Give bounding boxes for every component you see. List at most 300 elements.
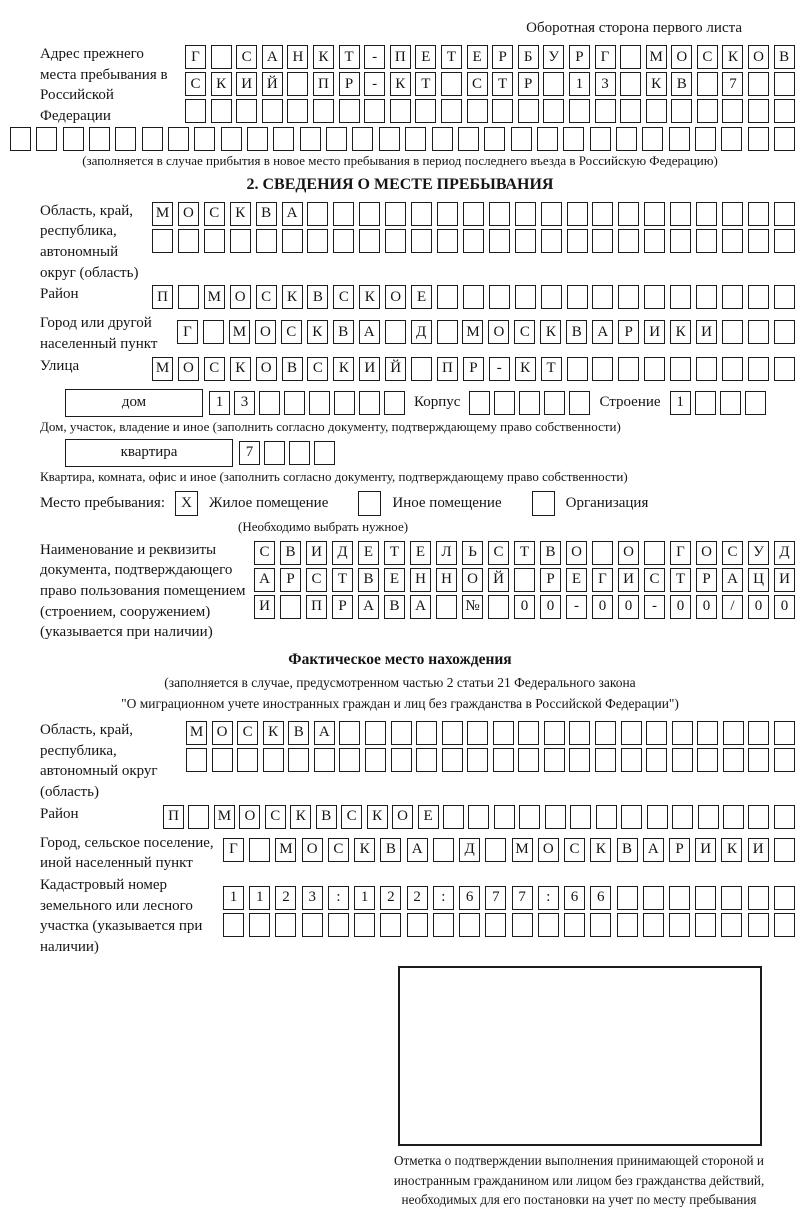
char-cell [262, 99, 283, 123]
other-checkbox [358, 491, 381, 516]
char-cell [592, 229, 613, 253]
char-cell: А [410, 595, 431, 619]
char-cell [774, 838, 795, 862]
char-cell [774, 127, 795, 151]
char-cell [152, 229, 173, 253]
char-cell: С [467, 72, 488, 96]
char-cell [194, 127, 215, 151]
char-cell: 6 [564, 886, 585, 910]
district-label: Район [40, 286, 79, 303]
char-cell [595, 99, 616, 123]
char-cell [723, 748, 744, 772]
char-cell: Р [696, 568, 717, 592]
char-cell: Г [177, 320, 198, 344]
char-cell [672, 805, 693, 829]
char-cell [722, 202, 743, 226]
char-cell [670, 285, 691, 309]
char-cell [748, 357, 769, 381]
char-cell: К [590, 838, 611, 862]
char-cell: А [407, 838, 428, 862]
char-cell [567, 202, 588, 226]
house-note: Дом, участок, владение и иное (заполнить согласно документу, подтверждающему право собственности) [40, 418, 621, 434]
char-cell [646, 721, 667, 745]
char-cell: 0 [696, 595, 717, 619]
char-cell [492, 99, 513, 123]
char-cell: М [186, 721, 207, 745]
actual-city-label: Город, сельское поселение, иной населенный пункт [40, 834, 214, 872]
char-cell [620, 99, 641, 123]
char-cell: 0 [592, 595, 613, 619]
char-cell [211, 45, 232, 69]
char-cell [538, 913, 559, 937]
char-cell [354, 913, 375, 937]
char-cell [563, 127, 584, 151]
char-cell [416, 721, 437, 745]
char-cell [282, 229, 303, 253]
char-cell [463, 202, 484, 226]
char-cell: И [695, 838, 716, 862]
char-cell [774, 72, 795, 96]
stay-type-note: (Необходимо выбрать нужное) [238, 518, 409, 534]
char-cell [437, 229, 458, 253]
char-cell [249, 838, 270, 862]
char-cell [722, 99, 743, 123]
char-cell [514, 568, 535, 592]
char-cell: 1 [670, 391, 691, 415]
char-cell: А [358, 595, 379, 619]
char-cell [334, 391, 355, 415]
char-cell [489, 202, 510, 226]
previous-address-line3 [185, 99, 795, 123]
char-cell [515, 285, 536, 309]
char-cell [774, 99, 795, 123]
char-cell [437, 202, 458, 226]
char-cell: Р [540, 568, 561, 592]
char-cell [592, 541, 613, 565]
actual-district-line1 [163, 805, 795, 829]
char-cell [468, 805, 489, 829]
actual-region-label: Область, край, республика, автономный округ (область) [40, 721, 158, 800]
char-cell: А [643, 838, 664, 862]
char-cell: В [774, 45, 795, 69]
actual-location-note [20, 673, 780, 715]
char-cell [364, 99, 385, 123]
previous-address-boxes [185, 43, 795, 126]
char-cell: С [328, 838, 349, 862]
char-cell: М [275, 838, 296, 862]
char-cell [185, 99, 206, 123]
char-cell [774, 202, 795, 226]
char-cell [544, 391, 565, 415]
char-cell [263, 748, 284, 772]
char-cell [168, 127, 189, 151]
house-label-box: дом [65, 389, 203, 417]
char-cell [541, 229, 562, 253]
char-cell [695, 913, 716, 937]
char-cell: С [564, 838, 585, 862]
char-cell: П [437, 357, 458, 381]
char-cell: О [538, 838, 559, 862]
char-cell [259, 391, 280, 415]
char-cell [390, 99, 411, 123]
char-cell [441, 99, 462, 123]
char-cell [467, 748, 488, 772]
street-row [0, 355, 800, 384]
char-cell: Е [566, 568, 587, 592]
char-cell [543, 99, 564, 123]
char-cell [592, 202, 613, 226]
char-cell [300, 127, 321, 151]
char-cell: К [263, 721, 284, 745]
char-cell [518, 748, 539, 772]
char-cell: М [152, 202, 173, 226]
cadastre-line1 [223, 886, 795, 910]
char-cell [774, 805, 795, 829]
char-cell: П [313, 72, 334, 96]
char-cell [595, 721, 616, 745]
house-number-cells [209, 391, 405, 415]
char-cell [618, 357, 639, 381]
char-cell: М [646, 45, 667, 69]
char-cell: Р [332, 595, 353, 619]
char-cell [463, 229, 484, 253]
char-cell [391, 721, 412, 745]
char-cell: А [254, 568, 275, 592]
char-cell: 1 [354, 886, 375, 910]
char-cell: 7 [512, 886, 533, 910]
char-cell: Й [262, 72, 283, 96]
char-cell [115, 127, 136, 151]
char-cell: Г [595, 45, 616, 69]
char-cell [672, 721, 693, 745]
char-cell: В [307, 285, 328, 309]
char-cell: Е [411, 285, 432, 309]
char-cell [647, 805, 668, 829]
char-cell [748, 202, 769, 226]
city-label: Город или другой населенный пункт [40, 315, 158, 353]
char-cell [379, 127, 400, 151]
actual-location-note-line2: "О миграционном учете иностранных граждан и лиц без гражданства в Российской Федерации") [121, 695, 679, 711]
char-cell: А [359, 320, 380, 344]
char-cell: Т [541, 357, 562, 381]
char-cell [512, 913, 533, 937]
char-cell [567, 229, 588, 253]
char-cell [671, 99, 692, 123]
char-cell [722, 229, 743, 253]
char-cell [697, 99, 718, 123]
previous-address-section [0, 43, 800, 170]
char-cell: Т [514, 541, 535, 565]
char-cell: Д [411, 320, 432, 344]
char-cell: С [722, 541, 743, 565]
char-cell: - [566, 595, 587, 619]
char-cell: 0 [774, 595, 795, 619]
char-cell [595, 748, 616, 772]
char-cell [748, 285, 769, 309]
char-cell [385, 202, 406, 226]
char-cell: 6 [459, 886, 480, 910]
char-cell [697, 72, 718, 96]
char-cell: Е [467, 45, 488, 69]
char-cell [365, 721, 386, 745]
char-cell: Л [436, 541, 457, 565]
char-cell: К [282, 285, 303, 309]
char-cell: Г [185, 45, 206, 69]
char-cell [247, 127, 268, 151]
char-cell: Р [280, 568, 301, 592]
char-cell: № [462, 595, 483, 619]
char-cell: М [214, 805, 235, 829]
char-cell [670, 357, 691, 381]
char-cell: И [748, 838, 769, 862]
char-cell [178, 229, 199, 253]
char-cell: 6 [590, 886, 611, 910]
char-cell [621, 721, 642, 745]
char-cell [541, 202, 562, 226]
char-cell: С [204, 357, 225, 381]
char-cell: П [306, 595, 327, 619]
char-cell [221, 127, 242, 151]
char-cell: 1 [223, 886, 244, 910]
char-cell [489, 229, 510, 253]
char-cell [484, 127, 505, 151]
char-cell [289, 441, 310, 465]
char-cell [287, 72, 308, 96]
char-cell: В [280, 541, 301, 565]
char-cell: У [748, 541, 769, 565]
char-cell: 1 [249, 886, 270, 910]
char-cell: В [288, 721, 309, 745]
page-side-note: Оборотная сторона первого листа [526, 20, 742, 36]
char-cell: М [204, 285, 225, 309]
char-cell [407, 913, 428, 937]
char-cell: А [282, 202, 303, 226]
region-label: Область, край, республика, автономный округ (область) [40, 202, 139, 281]
char-cell [236, 99, 257, 123]
street-label: Улица [40, 357, 80, 374]
char-cell: С [644, 568, 665, 592]
char-cell: Е [358, 541, 379, 565]
char-cell: Р [669, 838, 690, 862]
char-cell: 0 [540, 595, 561, 619]
char-cell: 2 [380, 886, 401, 910]
char-cell [620, 72, 641, 96]
char-cell: Р [492, 45, 513, 69]
char-cell [433, 913, 454, 937]
char-cell: Р [463, 357, 484, 381]
char-cell [646, 748, 667, 772]
document-line2 [254, 568, 795, 592]
char-cell [696, 285, 717, 309]
char-cell: Р [518, 72, 539, 96]
char-cell [273, 127, 294, 151]
char-cell: К [313, 45, 334, 69]
char-cell [469, 391, 490, 415]
char-cell: Т [415, 72, 436, 96]
char-cell: П [163, 805, 184, 829]
char-cell: Н [287, 45, 308, 69]
char-cell: Р [618, 320, 639, 344]
char-cell [697, 721, 718, 745]
char-cell [696, 229, 717, 253]
char-cell [748, 721, 769, 745]
char-cell [696, 202, 717, 226]
actual-district-row [0, 803, 800, 832]
apartment-cells [239, 441, 335, 465]
char-cell: С [306, 568, 327, 592]
char-cell: 0 [748, 595, 769, 619]
previous-address-note: (заполняется в случае прибытия в новое место пребывания в период последнего въезда в Российскую Федерацию) [82, 152, 718, 168]
char-cell: В [358, 568, 379, 592]
stay-option-organization [532, 491, 649, 516]
char-cell [567, 357, 588, 381]
actual-region-line2 [186, 748, 795, 772]
char-cell [391, 748, 412, 772]
stay-type-label: Место пребывания: [40, 494, 165, 511]
char-cell: Н [436, 568, 457, 592]
char-cell: М [152, 357, 173, 381]
apartment-label-box: квартира [65, 439, 233, 467]
char-cell [211, 99, 232, 123]
char-cell [313, 99, 334, 123]
stay-type-row [40, 491, 800, 516]
char-cell: В [671, 72, 692, 96]
char-cell [621, 748, 642, 772]
char-cell: К [230, 357, 251, 381]
char-cell [485, 838, 506, 862]
char-cell [339, 748, 360, 772]
char-cell [223, 913, 244, 937]
char-cell: Т [384, 541, 405, 565]
char-cell: / [722, 595, 743, 619]
char-cell [443, 805, 464, 829]
char-cell [541, 285, 562, 309]
char-cell: И [306, 541, 327, 565]
char-cell [365, 748, 386, 772]
char-cell [415, 99, 436, 123]
char-cell: С [236, 45, 257, 69]
char-cell: К [211, 72, 232, 96]
char-cell: С [697, 45, 718, 69]
char-cell: М [462, 320, 483, 344]
char-cell [617, 913, 638, 937]
char-cell: - [489, 357, 510, 381]
actual-location-note-line1: (заполняется в случае, предусмотренном частью 2 статьи 21 Федерального закона [164, 674, 636, 690]
char-cell [723, 805, 744, 829]
street-line1 [152, 357, 795, 381]
char-cell: С [254, 541, 275, 565]
char-cell: А [314, 721, 335, 745]
char-cell [570, 805, 591, 829]
korpus-label: Корпус [414, 394, 461, 411]
char-cell [142, 127, 163, 151]
char-cell: 7 [722, 72, 743, 96]
char-cell [669, 127, 690, 151]
char-cell [493, 748, 514, 772]
char-cell [669, 913, 690, 937]
cadastre-line2 [223, 913, 795, 937]
char-cell [722, 320, 743, 344]
char-cell: С [256, 285, 277, 309]
char-cell: 0 [670, 595, 691, 619]
char-cell [748, 748, 769, 772]
char-cell [186, 748, 207, 772]
char-cell: О [748, 45, 769, 69]
char-cell [359, 202, 380, 226]
char-cell [333, 202, 354, 226]
char-cell: С [204, 202, 225, 226]
char-cell: В [617, 838, 638, 862]
char-cell: П [152, 285, 173, 309]
char-cell: К [721, 838, 742, 862]
char-cell: В [380, 838, 401, 862]
char-cell: О [256, 357, 277, 381]
char-cell [178, 285, 199, 309]
char-cell [618, 285, 639, 309]
char-cell [669, 886, 690, 910]
char-cell: К [230, 202, 251, 226]
char-cell: С [488, 541, 509, 565]
char-cell [385, 229, 406, 253]
char-cell [745, 391, 766, 415]
char-cell [411, 357, 432, 381]
region-line1 [152, 202, 795, 226]
char-cell: М [229, 320, 250, 344]
char-cell [774, 229, 795, 253]
document-label: Наименование и реквизиты документа, подтверждающего право пользования помещением (строением, сооружением) (указывается при наличии) [40, 541, 246, 641]
char-cell: В [282, 357, 303, 381]
char-cell [643, 913, 664, 937]
char-cell: И [236, 72, 257, 96]
char-cell: И [696, 320, 717, 344]
char-cell [485, 913, 506, 937]
char-cell: Д [459, 838, 480, 862]
char-cell: Т [339, 45, 360, 69]
char-cell: В [384, 595, 405, 619]
char-cell: Ь [462, 541, 483, 565]
actual-district-label: Район [40, 805, 79, 822]
char-cell: С [265, 805, 286, 829]
char-cell: И [254, 595, 275, 619]
char-cell [442, 721, 463, 745]
char-cell [723, 721, 744, 745]
char-cell [569, 748, 590, 772]
char-cell: К [515, 357, 536, 381]
section2-title: 2. СВЕДЕНИЯ О МЕСТЕ ПРЕБЫВАНИЯ [246, 175, 554, 193]
char-cell [721, 127, 742, 151]
char-cell [518, 99, 539, 123]
char-cell: О [462, 568, 483, 592]
char-cell [494, 391, 515, 415]
char-cell: В [566, 320, 587, 344]
char-cell: К [722, 45, 743, 69]
char-cell [774, 748, 795, 772]
char-cell [618, 202, 639, 226]
char-cell [442, 748, 463, 772]
char-cell [204, 229, 225, 253]
char-cell: И [618, 568, 639, 592]
char-cell [590, 127, 611, 151]
char-cell: К [646, 72, 667, 96]
char-cell [459, 913, 480, 937]
char-cell [620, 45, 641, 69]
char-cell [646, 99, 667, 123]
apartment-note: Квартира, комната, офис и иное (заполнить согласно документу, подтверждающему право собственности) [40, 468, 628, 484]
char-cell [385, 320, 406, 344]
char-cell [642, 127, 663, 151]
char-cell: К [670, 320, 691, 344]
char-cell [467, 721, 488, 745]
